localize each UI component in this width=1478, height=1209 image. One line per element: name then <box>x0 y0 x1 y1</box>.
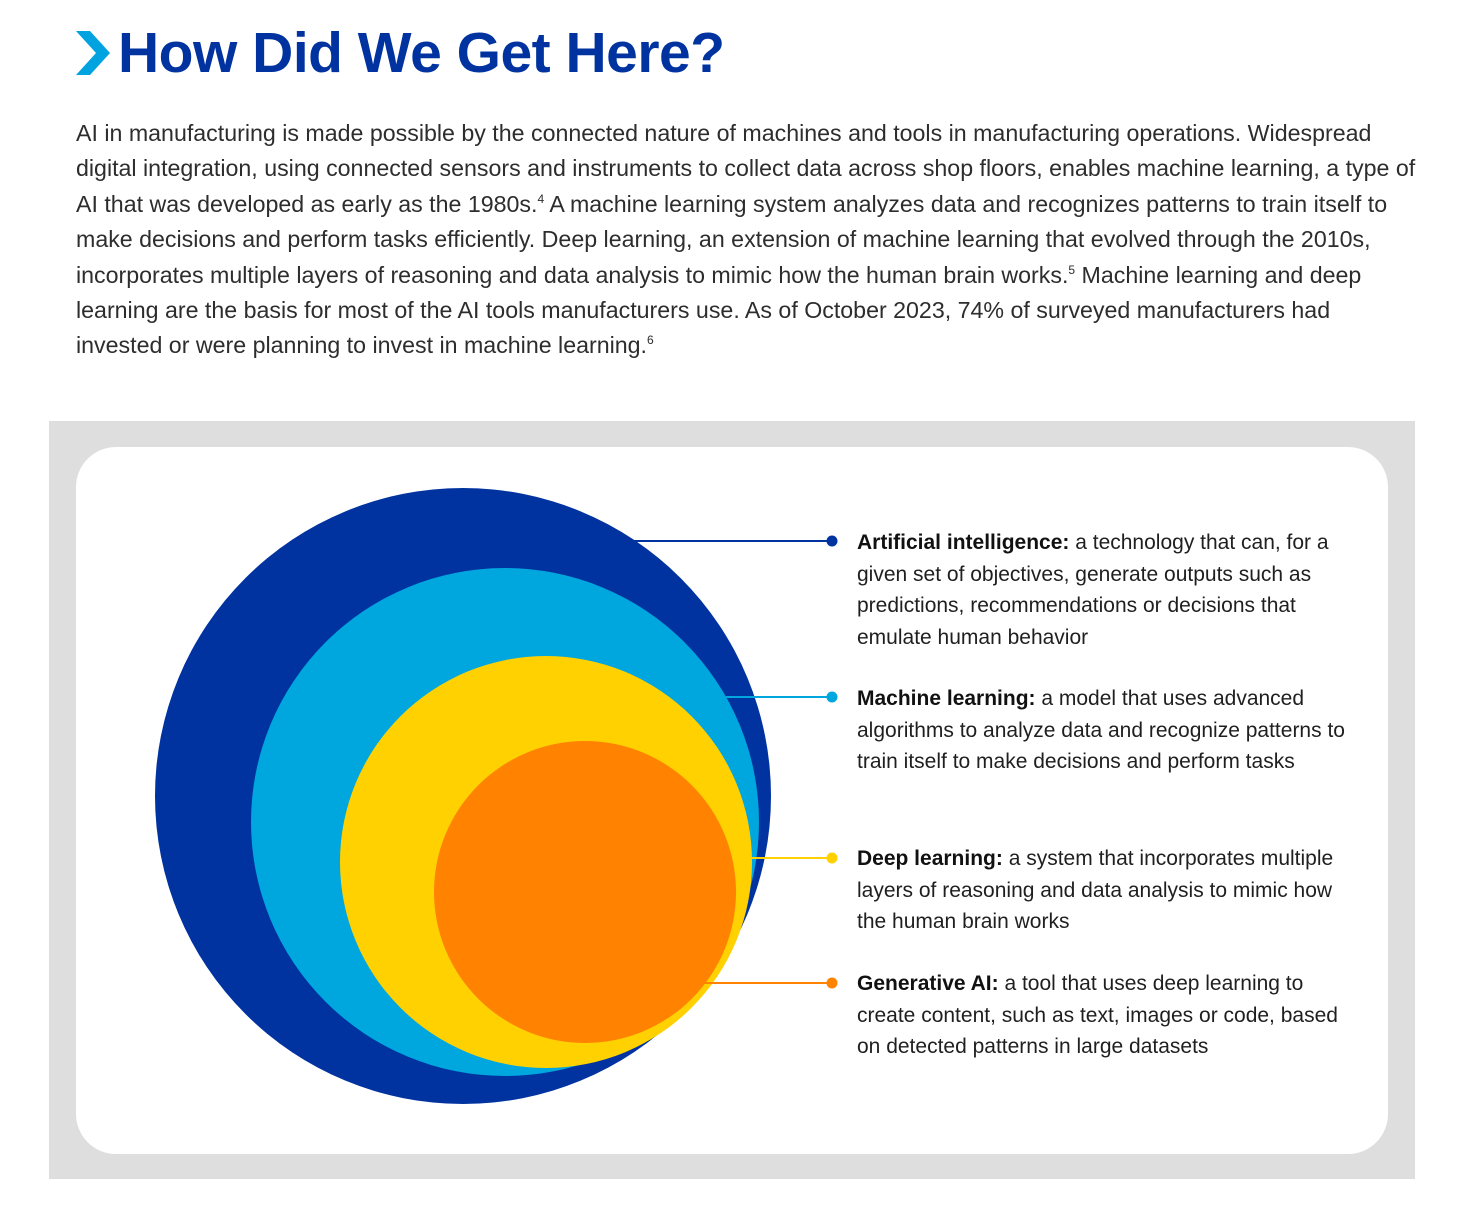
legend-description: a technology that can, for a given set of objectives, generate outputs such as predictions, recommendations or decisions that emulate human behavior <box>857 531 1329 649</box>
legend-term: Deep learning: <box>857 847 1003 870</box>
legend-description: a model that uses advanced algorithms to analyze data and recognize patterns to train itself to make decisions and perform tasks <box>857 687 1345 773</box>
footnote-ref-5: 5 <box>1068 262 1076 277</box>
intro-text-3: Machine learning and deep learning are the basis for most of the AI tools manufacturers use. As of October 2023, 74% of surveyed manufacturers had invested or were planning to invest in machine learning. <box>76 261 1362 359</box>
legend-generative-ai <box>857 968 1357 1063</box>
legend-term: Artificial intelligence: <box>857 531 1070 554</box>
legend-term: Generative AI: <box>857 972 999 995</box>
legend-machine-learning <box>857 683 1357 778</box>
legend-artificial-intelligence <box>857 527 1357 653</box>
page-title: How Did We Get Here? <box>118 21 725 85</box>
legend-deep-learning <box>857 843 1357 938</box>
intro-text-2: A machine learning system analyzes data and recognizes patterns to train itself to make decisions and perform tasks efficiently. Deep learning, an extension of machine learning that evolved through the 2010s, incorporates multiple layers of reasoning and data analysis to mimic how the human brain works. <box>76 190 1388 288</box>
chevron-right-icon <box>74 27 112 79</box>
legend-description: a tool that uses deep learning to create content, such as text, images or code, based on detected patterns in large datasets <box>857 972 1338 1058</box>
page-header <box>74 18 725 88</box>
legend-term: Machine learning: <box>857 687 1036 710</box>
intro-text-1: AI in manufacturing is made possible by the connected nature of machines and tools in manufacturing operations. Widespread digital integration, using connected sensors and instruments to collect data across shop floors, enables machine learning, a type of AI that was developed as early as the 1980s. <box>76 120 1416 217</box>
footnote-ref-6: 6 <box>647 333 654 348</box>
legend-description: a system that incorporates multiple layers of reasoning and data analysis to mimic how the human brain works <box>857 847 1334 933</box>
intro-paragraph <box>76 116 1416 364</box>
footnote-ref-4: 4 <box>537 191 545 206</box>
